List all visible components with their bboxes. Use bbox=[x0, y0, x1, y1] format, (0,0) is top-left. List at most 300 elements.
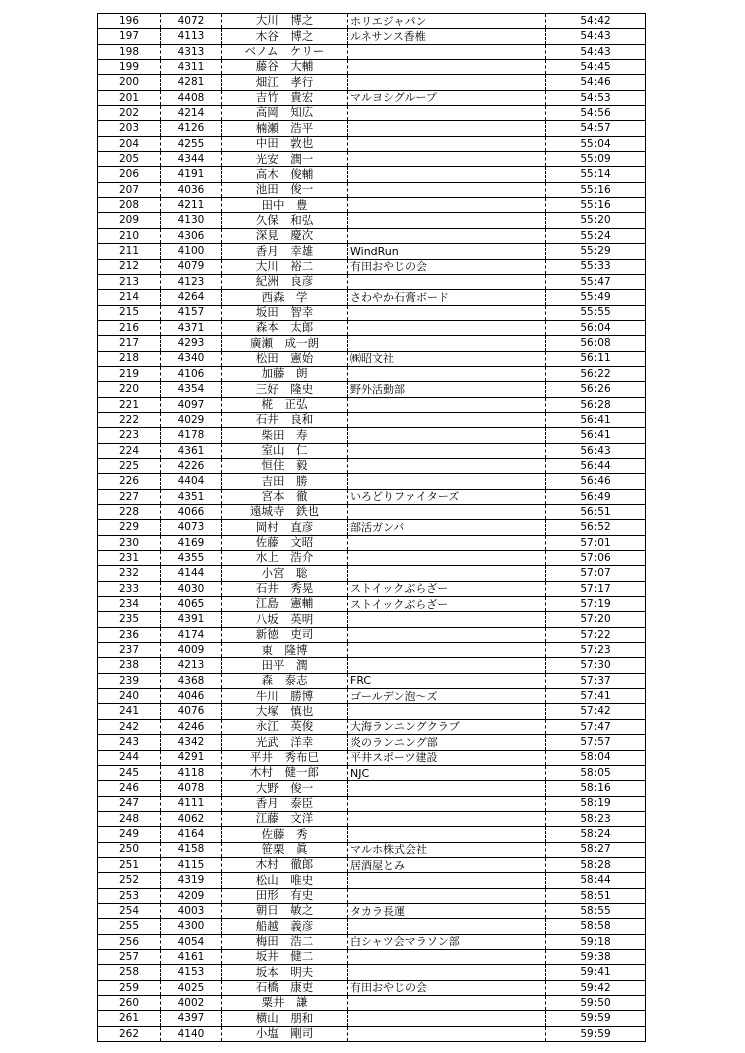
team-name-cell bbox=[348, 996, 546, 1010]
team-name-cell bbox=[348, 827, 546, 841]
rank-cell: 262 bbox=[98, 1027, 161, 1041]
table-row bbox=[98, 1026, 645, 1041]
runner-name-cell: 佐藤 秀 bbox=[222, 827, 348, 841]
finish-time-cell: 55:09 bbox=[580, 153, 611, 166]
runner-name-cell: 笹栗 眞 bbox=[222, 843, 348, 857]
runner-name-cell: 横山 朋和 bbox=[222, 1011, 348, 1025]
bib-number-cell: 4130 bbox=[161, 213, 222, 227]
bib-number-cell: 4153 bbox=[161, 965, 222, 979]
bib-number-cell: 4368 bbox=[161, 674, 222, 688]
rank-cell: 212 bbox=[98, 260, 161, 274]
finish-time-cell: 54:45 bbox=[580, 60, 611, 73]
table-row bbox=[98, 980, 645, 995]
runner-name-cell: 大川 裕二 bbox=[222, 260, 348, 274]
finish-time-cell: 58:27 bbox=[580, 843, 611, 856]
finish-time-cell: 55:33 bbox=[580, 260, 611, 273]
rank-cell: 204 bbox=[98, 137, 161, 151]
team-name-cell bbox=[348, 428, 546, 442]
bib-number-cell: 4408 bbox=[161, 91, 222, 105]
bib-number-cell: 4062 bbox=[161, 812, 222, 826]
rank-cell: 233 bbox=[98, 582, 161, 596]
table-row bbox=[98, 473, 645, 488]
finish-time-cell: 57:57 bbox=[580, 736, 611, 749]
table-row bbox=[98, 489, 645, 504]
team-name-cell bbox=[348, 658, 546, 672]
table-row bbox=[98, 734, 645, 749]
bib-number-cell: 4078 bbox=[161, 781, 222, 795]
bib-number-cell: 4213 bbox=[161, 658, 222, 672]
table-row bbox=[98, 105, 645, 120]
runner-name-cell: 加藤 朗 bbox=[222, 367, 348, 381]
runner-name-cell: 高岡 知広 bbox=[222, 106, 348, 120]
table-row bbox=[98, 1010, 645, 1025]
table-row bbox=[98, 796, 645, 811]
team-name-cell bbox=[348, 75, 546, 89]
finish-time-cell: 56:26 bbox=[580, 383, 611, 396]
rank-cell: 239 bbox=[98, 674, 161, 688]
finish-time-cell: 54:57 bbox=[580, 122, 611, 135]
runner-name-cell: 石井 良和 bbox=[222, 413, 348, 427]
finish-time-cell: 57:23 bbox=[580, 644, 611, 657]
bib-number-cell: 4076 bbox=[161, 704, 222, 718]
runner-name-cell: 粟井 謙 bbox=[222, 996, 348, 1010]
rank-cell: 252 bbox=[98, 873, 161, 887]
rank-cell: 258 bbox=[98, 965, 161, 979]
bib-number-cell: 4079 bbox=[161, 260, 222, 274]
rank-cell: 253 bbox=[98, 889, 161, 903]
table-row bbox=[98, 28, 645, 43]
rank-cell: 208 bbox=[98, 198, 161, 212]
bib-number-cell: 4073 bbox=[161, 520, 222, 534]
bib-number-cell: 4002 bbox=[161, 996, 222, 1010]
runner-name-cell: 岡村 直彦 bbox=[222, 520, 348, 534]
table-row bbox=[98, 443, 645, 458]
runner-name-cell: 森 泰志 bbox=[222, 674, 348, 688]
table-row bbox=[98, 59, 645, 74]
rank-cell: 213 bbox=[98, 275, 161, 289]
bib-number-cell: 4115 bbox=[161, 858, 222, 872]
finish-time-cell: 56:46 bbox=[580, 475, 611, 488]
rank-cell: 197 bbox=[98, 29, 161, 43]
finish-time-cell: 58:19 bbox=[580, 797, 611, 810]
finish-time-cell: 56:41 bbox=[580, 413, 611, 426]
finish-time-cell: 57:22 bbox=[580, 628, 611, 641]
table-row bbox=[98, 627, 645, 642]
rank-cell: 221 bbox=[98, 398, 161, 412]
table-row bbox=[98, 243, 645, 258]
finish-time-cell: 55:24 bbox=[580, 229, 611, 242]
runner-name-cell: 木村 健一郎 bbox=[222, 766, 348, 780]
finish-time-cell: 57:01 bbox=[580, 536, 611, 549]
team-name-cell: FRC bbox=[348, 674, 546, 688]
bib-number-cell: 4164 bbox=[161, 827, 222, 841]
team-name-cell: NJC bbox=[348, 766, 546, 780]
bib-number-cell: 4397 bbox=[161, 1011, 222, 1025]
team-name-cell bbox=[348, 306, 546, 320]
rank-cell: 238 bbox=[98, 658, 161, 672]
team-name-cell bbox=[348, 137, 546, 151]
runner-name-cell: 坂井 健二 bbox=[222, 950, 348, 964]
table-row bbox=[98, 934, 645, 949]
bib-number-cell: 4319 bbox=[161, 873, 222, 887]
runner-name-cell: 大川 博之 bbox=[222, 14, 348, 28]
finish-time-cell: 55:04 bbox=[580, 137, 611, 150]
runner-name-cell: 田中 豊 bbox=[222, 198, 348, 212]
table-row bbox=[98, 13, 645, 28]
runner-name-cell: 廣瀬 成一朗 bbox=[222, 336, 348, 350]
finish-time-cell: 56:28 bbox=[580, 398, 611, 411]
team-name-cell bbox=[348, 812, 546, 826]
bib-number-cell: 4342 bbox=[161, 735, 222, 749]
rank-cell: 207 bbox=[98, 183, 161, 197]
table-row bbox=[98, 504, 645, 519]
team-name-cell bbox=[348, 873, 546, 887]
rank-cell: 218 bbox=[98, 352, 161, 366]
runner-name-cell: 木村 徹郎 bbox=[222, 858, 348, 872]
bib-number-cell: 4264 bbox=[161, 290, 222, 304]
runner-name-cell: 吉田 勝 bbox=[222, 474, 348, 488]
runner-name-cell: 松田 憲始 bbox=[222, 352, 348, 366]
team-name-cell: ホリエジャパン bbox=[348, 14, 546, 28]
team-name-cell bbox=[348, 229, 546, 243]
rank-cell: 226 bbox=[98, 474, 161, 488]
table-row bbox=[98, 811, 645, 826]
team-name-cell bbox=[348, 152, 546, 166]
rank-cell: 217 bbox=[98, 336, 161, 350]
team-name-cell bbox=[348, 628, 546, 642]
rank-cell: 240 bbox=[98, 689, 161, 703]
finish-time-cell: 56:51 bbox=[580, 505, 611, 518]
table-row bbox=[98, 90, 645, 105]
rank-cell: 248 bbox=[98, 812, 161, 826]
runner-name-cell: 池田 俊一 bbox=[222, 183, 348, 197]
table-row bbox=[98, 765, 645, 780]
finish-time-cell: 58:55 bbox=[580, 904, 611, 917]
finish-time-cell: 55:16 bbox=[580, 199, 611, 212]
rank-cell: 201 bbox=[98, 91, 161, 105]
finish-time-cell: 54:53 bbox=[580, 91, 611, 104]
finish-time-cell: 58:23 bbox=[580, 812, 611, 825]
table-row bbox=[98, 335, 645, 350]
finish-time-cell: 58:24 bbox=[580, 828, 611, 841]
team-name-cell: 有田おやじの会 bbox=[348, 981, 546, 995]
bib-number-cell: 4140 bbox=[161, 1027, 222, 1041]
bib-number-cell: 4106 bbox=[161, 367, 222, 381]
bib-number-cell: 4211 bbox=[161, 198, 222, 212]
runner-name-cell: 遠城寺 鉄也 bbox=[222, 505, 348, 519]
bib-number-cell: 4065 bbox=[161, 597, 222, 611]
runner-name-cell: 柴田 寿 bbox=[222, 428, 348, 442]
team-name-cell: 有田おやじの会 bbox=[348, 260, 546, 274]
rank-cell: 209 bbox=[98, 213, 161, 227]
rank-cell: 211 bbox=[98, 244, 161, 258]
table-row bbox=[98, 259, 645, 274]
rank-cell: 206 bbox=[98, 167, 161, 181]
finish-time-cell: 57:17 bbox=[580, 582, 611, 595]
finish-time-cell: 58:51 bbox=[580, 889, 611, 902]
rank-cell: 251 bbox=[98, 858, 161, 872]
table-row bbox=[98, 857, 645, 872]
finish-time-cell: 56:43 bbox=[580, 444, 611, 457]
bib-number-cell: 4174 bbox=[161, 628, 222, 642]
rank-cell: 242 bbox=[98, 720, 161, 734]
rank-cell: 210 bbox=[98, 229, 161, 243]
team-name-cell bbox=[348, 551, 546, 565]
team-name-cell bbox=[348, 167, 546, 181]
bib-number-cell: 4246 bbox=[161, 720, 222, 734]
bib-number-cell: 4351 bbox=[161, 490, 222, 504]
bib-number-cell: 4178 bbox=[161, 428, 222, 442]
runner-name-cell: 江藤 文洋 bbox=[222, 812, 348, 826]
table-row bbox=[98, 673, 645, 688]
finish-time-cell: 59:42 bbox=[580, 981, 611, 994]
rank-cell: 216 bbox=[98, 321, 161, 335]
bib-number-cell: 4169 bbox=[161, 536, 222, 550]
runner-name-cell: 光武 洋幸 bbox=[222, 735, 348, 749]
runner-name-cell: 紀洲 良彦 bbox=[222, 275, 348, 289]
team-name-cell bbox=[348, 60, 546, 74]
team-name-cell bbox=[348, 474, 546, 488]
team-name-cell: ストイックぶらざー bbox=[348, 597, 546, 611]
bib-number-cell: 4291 bbox=[161, 751, 222, 765]
finish-time-cell: 56:44 bbox=[580, 459, 611, 472]
bib-number-cell: 4209 bbox=[161, 889, 222, 903]
table-row bbox=[98, 581, 645, 596]
team-name-cell bbox=[348, 213, 546, 227]
table-row bbox=[98, 366, 645, 381]
finish-time-cell: 56:08 bbox=[580, 337, 611, 350]
team-name-cell: マルヨシグループ bbox=[348, 91, 546, 105]
table-row bbox=[98, 397, 645, 412]
table-row bbox=[98, 964, 645, 979]
bib-number-cell: 4003 bbox=[161, 904, 222, 918]
finish-time-cell: 57:19 bbox=[580, 597, 611, 610]
table-row bbox=[98, 458, 645, 473]
team-name-cell bbox=[348, 889, 546, 903]
bib-number-cell: 4311 bbox=[161, 60, 222, 74]
finish-time-cell: 57:47 bbox=[580, 720, 611, 733]
bib-number-cell: 4306 bbox=[161, 229, 222, 243]
team-name-cell bbox=[348, 797, 546, 811]
finish-time-cell: 55:14 bbox=[580, 168, 611, 181]
bib-number-cell: 4072 bbox=[161, 14, 222, 28]
team-name-cell: 部活ガンバ bbox=[348, 520, 546, 534]
finish-time-cell: 59:38 bbox=[580, 950, 611, 963]
finish-time-cell: 58:28 bbox=[580, 858, 611, 871]
table-row bbox=[98, 305, 645, 320]
finish-time-cell: 54:56 bbox=[580, 106, 611, 119]
team-name-cell: 野外活動部 bbox=[348, 382, 546, 396]
table-row bbox=[98, 888, 645, 903]
runner-name-cell: 江島 憲輔 bbox=[222, 597, 348, 611]
team-name-cell bbox=[348, 398, 546, 412]
bib-number-cell: 4226 bbox=[161, 459, 222, 473]
bib-number-cell: 4054 bbox=[161, 935, 222, 949]
runner-name-cell: 新徳 吏司 bbox=[222, 628, 348, 642]
table-row bbox=[98, 44, 645, 59]
bib-number-cell: 4144 bbox=[161, 566, 222, 580]
table-row bbox=[98, 197, 645, 212]
finish-time-cell: 57:42 bbox=[580, 705, 611, 718]
rank-cell: 255 bbox=[98, 919, 161, 933]
table-row bbox=[98, 151, 645, 166]
runner-name-cell: 小宮 聡 bbox=[222, 566, 348, 580]
table-row bbox=[98, 166, 645, 181]
rank-cell: 244 bbox=[98, 751, 161, 765]
bib-number-cell: 4097 bbox=[161, 398, 222, 412]
table-row bbox=[98, 872, 645, 887]
runner-name-cell: 田平 潤 bbox=[222, 658, 348, 672]
rank-cell: 219 bbox=[98, 367, 161, 381]
bib-number-cell: 4029 bbox=[161, 413, 222, 427]
bib-number-cell: 4118 bbox=[161, 766, 222, 780]
finish-time-cell: 57:30 bbox=[580, 659, 611, 672]
rank-cell: 257 bbox=[98, 950, 161, 964]
table-row bbox=[98, 611, 645, 626]
table-row bbox=[98, 351, 645, 366]
rank-cell: 245 bbox=[98, 766, 161, 780]
runner-name-cell: 深見 慶次 bbox=[222, 229, 348, 243]
table-row bbox=[98, 688, 645, 703]
rank-cell: 247 bbox=[98, 797, 161, 811]
finish-time-cell: 59:50 bbox=[580, 996, 611, 1009]
rank-cell: 250 bbox=[98, 843, 161, 857]
table-row bbox=[98, 228, 645, 243]
team-name-cell: 白シャツ会マラソン部 bbox=[348, 935, 546, 949]
runner-name-cell: 石橋 康吏 bbox=[222, 981, 348, 995]
finish-time-cell: 59:59 bbox=[580, 1012, 611, 1025]
runner-name-cell: 中田 敦也 bbox=[222, 137, 348, 151]
bib-number-cell: 4255 bbox=[161, 137, 222, 151]
team-name-cell: 平井スポーツ建設 bbox=[348, 751, 546, 765]
runner-name-cell: 小塩 剛司 bbox=[222, 1027, 348, 1041]
team-name-cell bbox=[348, 45, 546, 59]
finish-time-cell: 57:06 bbox=[580, 551, 611, 564]
finish-time-cell: 58:44 bbox=[580, 874, 611, 887]
table-row bbox=[98, 719, 645, 734]
runner-name-cell: 八坂 英明 bbox=[222, 612, 348, 626]
rank-cell: 236 bbox=[98, 628, 161, 642]
team-name-cell bbox=[348, 121, 546, 135]
runner-name-cell: 西森 学 bbox=[222, 290, 348, 304]
bib-number-cell: 4293 bbox=[161, 336, 222, 350]
bib-number-cell: 4126 bbox=[161, 121, 222, 135]
runner-name-cell: 光安 潤一 bbox=[222, 152, 348, 166]
table-row bbox=[98, 212, 645, 227]
team-name-cell bbox=[348, 106, 546, 120]
table-row bbox=[98, 136, 645, 151]
bib-number-cell: 4113 bbox=[161, 29, 222, 43]
team-name-cell bbox=[348, 505, 546, 519]
runner-name-cell: 松山 唯史 bbox=[222, 873, 348, 887]
bib-number-cell: 4158 bbox=[161, 843, 222, 857]
table-row bbox=[98, 780, 645, 795]
team-name-cell bbox=[348, 965, 546, 979]
finish-time-cell: 56:22 bbox=[580, 367, 611, 380]
table-row bbox=[98, 535, 645, 550]
runner-name-cell: 牛川 勝博 bbox=[222, 689, 348, 703]
finish-time-cell: 54:43 bbox=[580, 30, 611, 43]
bib-number-cell: 4313 bbox=[161, 45, 222, 59]
bib-number-cell: 4354 bbox=[161, 382, 222, 396]
rank-cell: 199 bbox=[98, 60, 161, 74]
runner-name-cell: 東 隆博 bbox=[222, 643, 348, 657]
runner-name-cell: 椛 正弘 bbox=[222, 398, 348, 412]
rank-cell: 222 bbox=[98, 413, 161, 427]
team-name-cell bbox=[348, 275, 546, 289]
table-row bbox=[98, 427, 645, 442]
runner-name-cell: 船越 義彦 bbox=[222, 919, 348, 933]
team-name-cell bbox=[348, 919, 546, 933]
rank-cell: 220 bbox=[98, 382, 161, 396]
finish-time-cell: 56:52 bbox=[580, 521, 611, 534]
rank-cell: 249 bbox=[98, 827, 161, 841]
bib-number-cell: 4281 bbox=[161, 75, 222, 89]
runner-name-cell: 森本 太郎 bbox=[222, 321, 348, 335]
rank-cell: 198 bbox=[98, 45, 161, 59]
team-name-cell bbox=[348, 1027, 546, 1041]
team-name-cell: WindRun bbox=[348, 244, 546, 258]
team-name-cell: さわやか石膏ボード bbox=[348, 290, 546, 304]
team-name-cell bbox=[348, 1011, 546, 1025]
table-row bbox=[98, 274, 645, 289]
bib-number-cell: 4111 bbox=[161, 797, 222, 811]
rank-cell: 246 bbox=[98, 781, 161, 795]
runner-name-cell: 高木 俊輔 bbox=[222, 167, 348, 181]
table-row bbox=[98, 657, 645, 672]
team-name-cell bbox=[348, 336, 546, 350]
rank-cell: 227 bbox=[98, 490, 161, 504]
team-name-cell bbox=[348, 367, 546, 381]
runner-name-cell: 梅田 浩二 bbox=[222, 935, 348, 949]
finish-time-cell: 58:16 bbox=[580, 782, 611, 795]
team-name-cell bbox=[348, 413, 546, 427]
rank-cell: 231 bbox=[98, 551, 161, 565]
bib-number-cell: 4100 bbox=[161, 244, 222, 258]
team-name-cell: ルネサンス香椎 bbox=[348, 29, 546, 43]
finish-time-cell: 59:41 bbox=[580, 966, 611, 979]
team-name-cell: 大海ランニングクラブ bbox=[348, 720, 546, 734]
rank-cell: 237 bbox=[98, 643, 161, 657]
runner-name-cell: 香月 泰臣 bbox=[222, 797, 348, 811]
runner-name-cell: 三好 隆史 bbox=[222, 382, 348, 396]
rank-cell: 235 bbox=[98, 612, 161, 626]
bib-number-cell: 4355 bbox=[161, 551, 222, 565]
rank-cell: 234 bbox=[98, 597, 161, 611]
finish-time-cell: 55:29 bbox=[580, 245, 611, 258]
bib-number-cell: 4371 bbox=[161, 321, 222, 335]
finish-time-cell: 54:43 bbox=[580, 45, 611, 58]
table-row bbox=[98, 565, 645, 580]
table-row bbox=[98, 596, 645, 611]
bib-number-cell: 4361 bbox=[161, 444, 222, 458]
finish-time-cell: 54:42 bbox=[580, 14, 611, 27]
finish-time-cell: 59:18 bbox=[580, 935, 611, 948]
table-row bbox=[98, 642, 645, 657]
finish-time-cell: 56:49 bbox=[580, 490, 611, 503]
rank-cell: 214 bbox=[98, 290, 161, 304]
table-row bbox=[98, 182, 645, 197]
rank-cell: 223 bbox=[98, 428, 161, 442]
finish-time-cell: 55:47 bbox=[580, 275, 611, 288]
runner-name-cell: 恒住 毅 bbox=[222, 459, 348, 473]
table-row bbox=[98, 903, 645, 918]
rank-cell: 241 bbox=[98, 704, 161, 718]
table-row bbox=[98, 550, 645, 565]
rank-cell: 202 bbox=[98, 106, 161, 120]
rank-cell: 243 bbox=[98, 735, 161, 749]
bib-number-cell: 4161 bbox=[161, 950, 222, 964]
